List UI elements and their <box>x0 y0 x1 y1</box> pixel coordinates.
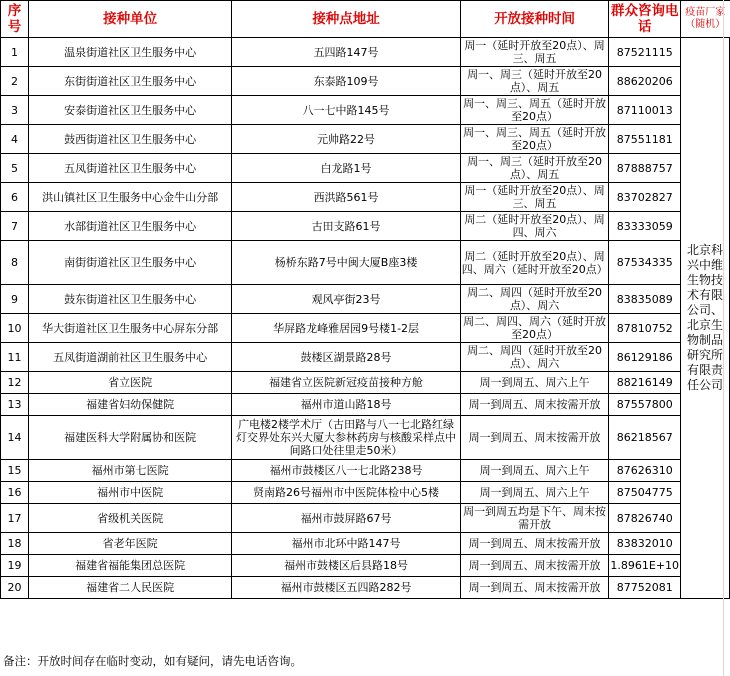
cell-index: 13 <box>1 394 29 416</box>
cell-address: 福州市鼓楼区后县路18号 <box>232 555 460 577</box>
cell-address: 福建省立医院新冠疫苗接种方舱 <box>232 372 460 394</box>
cell-unit: 福建医科大学附属协和医院 <box>28 416 231 460</box>
cell-address: 福州市鼓屏路67号 <box>232 504 460 533</box>
table-row <box>1 343 730 372</box>
cell-unit: 福州市第七医院 <box>28 460 231 482</box>
footnote: 备注：开放时间存在临时变动，如有疑问，请先电话咨询。 <box>3 654 302 668</box>
header-phone: 群众咨询电话 <box>609 1 681 38</box>
table-row <box>1 314 730 343</box>
cell-index: 10 <box>1 314 29 343</box>
table-row <box>1 241 730 285</box>
cell-unit: 五凤街道湖前社区卫生服务中心 <box>28 343 231 372</box>
cell-index: 19 <box>1 555 29 577</box>
cell-phone: 87826740 <box>609 504 681 533</box>
cell-phone: 87888757 <box>609 154 681 183</box>
table-row <box>1 285 730 314</box>
cell-hours: 周一到周五、周末按需开放 <box>460 416 609 460</box>
cell-unit: 南街街道社区卫生服务中心 <box>28 241 231 285</box>
table-row <box>1 96 730 125</box>
cell-phone: 87626310 <box>609 460 681 482</box>
table-row <box>1 212 730 241</box>
cell-unit: 福建省福能集团总医院 <box>28 555 231 577</box>
cell-phone: 87551181 <box>609 125 681 154</box>
cell-unit: 安泰街道社区卫生服务中心 <box>28 96 231 125</box>
cell-address: 华屏路龙峰雅居园9号楼1-2层 <box>232 314 460 343</box>
cell-address: 福州市鼓楼区五四路282号 <box>232 577 460 599</box>
cell-index: 1 <box>1 38 29 67</box>
cell-address: 杨桥东路7号中闽大厦B座3楼 <box>232 241 460 285</box>
header-row <box>1 1 730 38</box>
cell-hours: 周二（延时开放至20点）、周四、周六（延时开放至20点） <box>460 241 609 285</box>
sheet-extension <box>723 0 730 676</box>
cell-unit: 省老年医院 <box>28 533 231 555</box>
cell-address: 鼓楼区湖景路28号 <box>232 343 460 372</box>
cell-index: 4 <box>1 125 29 154</box>
cell-unit: 福建省二人民医院 <box>28 577 231 599</box>
table-row <box>1 38 730 67</box>
cell-phone: 87752081 <box>609 577 681 599</box>
header-hours: 开放接种时间 <box>460 1 609 38</box>
cell-unit: 洪山镇社区卫生服务中心金牛山分部 <box>28 183 231 212</box>
cell-hours: 周一、周三、周五（延时开放至20点） <box>460 96 609 125</box>
cell-phone: 87110013 <box>609 96 681 125</box>
cell-index: 11 <box>1 343 29 372</box>
cell-phone: 87521115 <box>609 38 681 67</box>
cell-hours: 周一到周五、周末按需开放 <box>460 533 609 555</box>
table-row <box>1 394 730 416</box>
cell-hours: 周二、周四、周六（延时开放至20点） <box>460 314 609 343</box>
cell-hours: 周一、周三、周五（延时开放至20点） <box>460 125 609 154</box>
cell-phone: 87810752 <box>609 314 681 343</box>
table-row <box>1 555 730 577</box>
cell-phone: 83832010 <box>609 533 681 555</box>
cell-address: 西洪路561号 <box>232 183 460 212</box>
cell-index: 15 <box>1 460 29 482</box>
cell-hours: 周一到周五均是下午、周末按需开放 <box>460 504 609 533</box>
cell-unit: 温泉街道社区卫生服务中心 <box>28 38 231 67</box>
cell-hours: 周一到周五、周六上午 <box>460 482 609 504</box>
cell-address: 白龙路1号 <box>232 154 460 183</box>
cell-phone: 88216149 <box>609 372 681 394</box>
cell-address: 贤南路26号福州市中医院体检中心5楼 <box>232 482 460 504</box>
cell-phone: 83702827 <box>609 183 681 212</box>
cell-unit: 华大街道社区卫生服务中心屏东分部 <box>28 314 231 343</box>
cell-phone: 88620206 <box>609 67 681 96</box>
cell-hours: 周一到周五、周末按需开放 <box>460 394 609 416</box>
cell-phone: 87534335 <box>609 241 681 285</box>
cell-unit: 省立医院 <box>28 372 231 394</box>
cell-index: 7 <box>1 212 29 241</box>
table-row <box>1 460 730 482</box>
table-row <box>1 577 730 599</box>
cell-phone: 87504775 <box>609 482 681 504</box>
cell-hours: 周一（延时开放至20点）、周三、周五 <box>460 38 609 67</box>
cell-index: 5 <box>1 154 29 183</box>
cell-phone: 83835089 <box>609 285 681 314</box>
table-row <box>1 504 730 533</box>
cell-index: 18 <box>1 533 29 555</box>
cell-vendor: 北京科兴中维生物技术有限公司、北京生物制品研究所有限责任公司 <box>681 38 730 599</box>
cell-unit: 五凤街道社区卫生服务中心 <box>28 154 231 183</box>
cell-address: 福州市鼓楼区八一七北路238号 <box>232 460 460 482</box>
cell-address: 广电楼2楼学术厅（古田路与八一七北路红绿灯交界处东兴大厦大参林药房与核酸采样点中间路口处往里走50米） <box>232 416 460 460</box>
cell-unit: 东街街道社区卫生服务中心 <box>28 67 231 96</box>
cell-unit: 鼓东街道社区卫生服务中心 <box>28 285 231 314</box>
cell-address: 福州市道山路18号 <box>232 394 460 416</box>
cell-unit: 鼓西街道社区卫生服务中心 <box>28 125 231 154</box>
cell-index: 20 <box>1 577 29 599</box>
cell-hours: 周二（延时开放至20点）、周四、周六 <box>460 212 609 241</box>
cell-index: 8 <box>1 241 29 285</box>
cell-hours: 周一到周五、周六上午 <box>460 372 609 394</box>
cell-hours: 周一到周五、周六上午 <box>460 460 609 482</box>
cell-phone: 1.8961E+10 <box>609 555 681 577</box>
table-row <box>1 482 730 504</box>
header-vendor: 疫苗厂家（随机） <box>681 1 730 38</box>
cell-address: 八一七中路145号 <box>232 96 460 125</box>
cell-index: 6 <box>1 183 29 212</box>
cell-hours: 周一、周三（延时开放至20点）、周五 <box>460 154 609 183</box>
cell-index: 12 <box>1 372 29 394</box>
cell-address: 观风亭街23号 <box>232 285 460 314</box>
cell-address: 五四路147号 <box>232 38 460 67</box>
cell-address: 古田支路61号 <box>232 212 460 241</box>
table-row <box>1 372 730 394</box>
cell-address: 福州市北环中路147号 <box>232 533 460 555</box>
cell-address: 东泰路109号 <box>232 67 460 96</box>
cell-index: 3 <box>1 96 29 125</box>
cell-phone: 87557800 <box>609 394 681 416</box>
header-unit: 接种单位 <box>28 1 231 38</box>
table-row <box>1 533 730 555</box>
cell-hours: 周二、周四（延时开放至20点）、周六 <box>460 343 609 372</box>
table-row <box>1 67 730 96</box>
header-address: 接种点地址 <box>232 1 460 38</box>
cell-address: 元帅路22号 <box>232 125 460 154</box>
cell-phone: 86129186 <box>609 343 681 372</box>
cell-index: 14 <box>1 416 29 460</box>
table-row <box>1 183 730 212</box>
cell-phone: 86218567 <box>609 416 681 460</box>
cell-unit: 水部街道社区卫生服务中心 <box>28 212 231 241</box>
cell-hours: 周一（延时开放至20点）、周三、周五 <box>460 183 609 212</box>
cell-index: 16 <box>1 482 29 504</box>
table-body <box>1 38 730 599</box>
table-row <box>1 416 730 460</box>
cell-hours: 周一到周五、周末按需开放 <box>460 555 609 577</box>
cell-hours: 周二、周四（延时开放至20点）、周六 <box>460 285 609 314</box>
cell-hours: 周一到周五、周末按需开放 <box>460 577 609 599</box>
cell-index: 17 <box>1 504 29 533</box>
cell-index: 2 <box>1 67 29 96</box>
cell-unit: 福建省妇幼保健院 <box>28 394 231 416</box>
cell-hours: 周一、周三（延时开放至20点）、周五 <box>460 67 609 96</box>
header-index: 序号 <box>1 1 29 38</box>
table-row <box>1 125 730 154</box>
table-row <box>1 154 730 183</box>
cell-unit: 福州市中医院 <box>28 482 231 504</box>
cell-unit: 省级机关医院 <box>28 504 231 533</box>
cell-phone: 83333059 <box>609 212 681 241</box>
cell-index: 9 <box>1 285 29 314</box>
